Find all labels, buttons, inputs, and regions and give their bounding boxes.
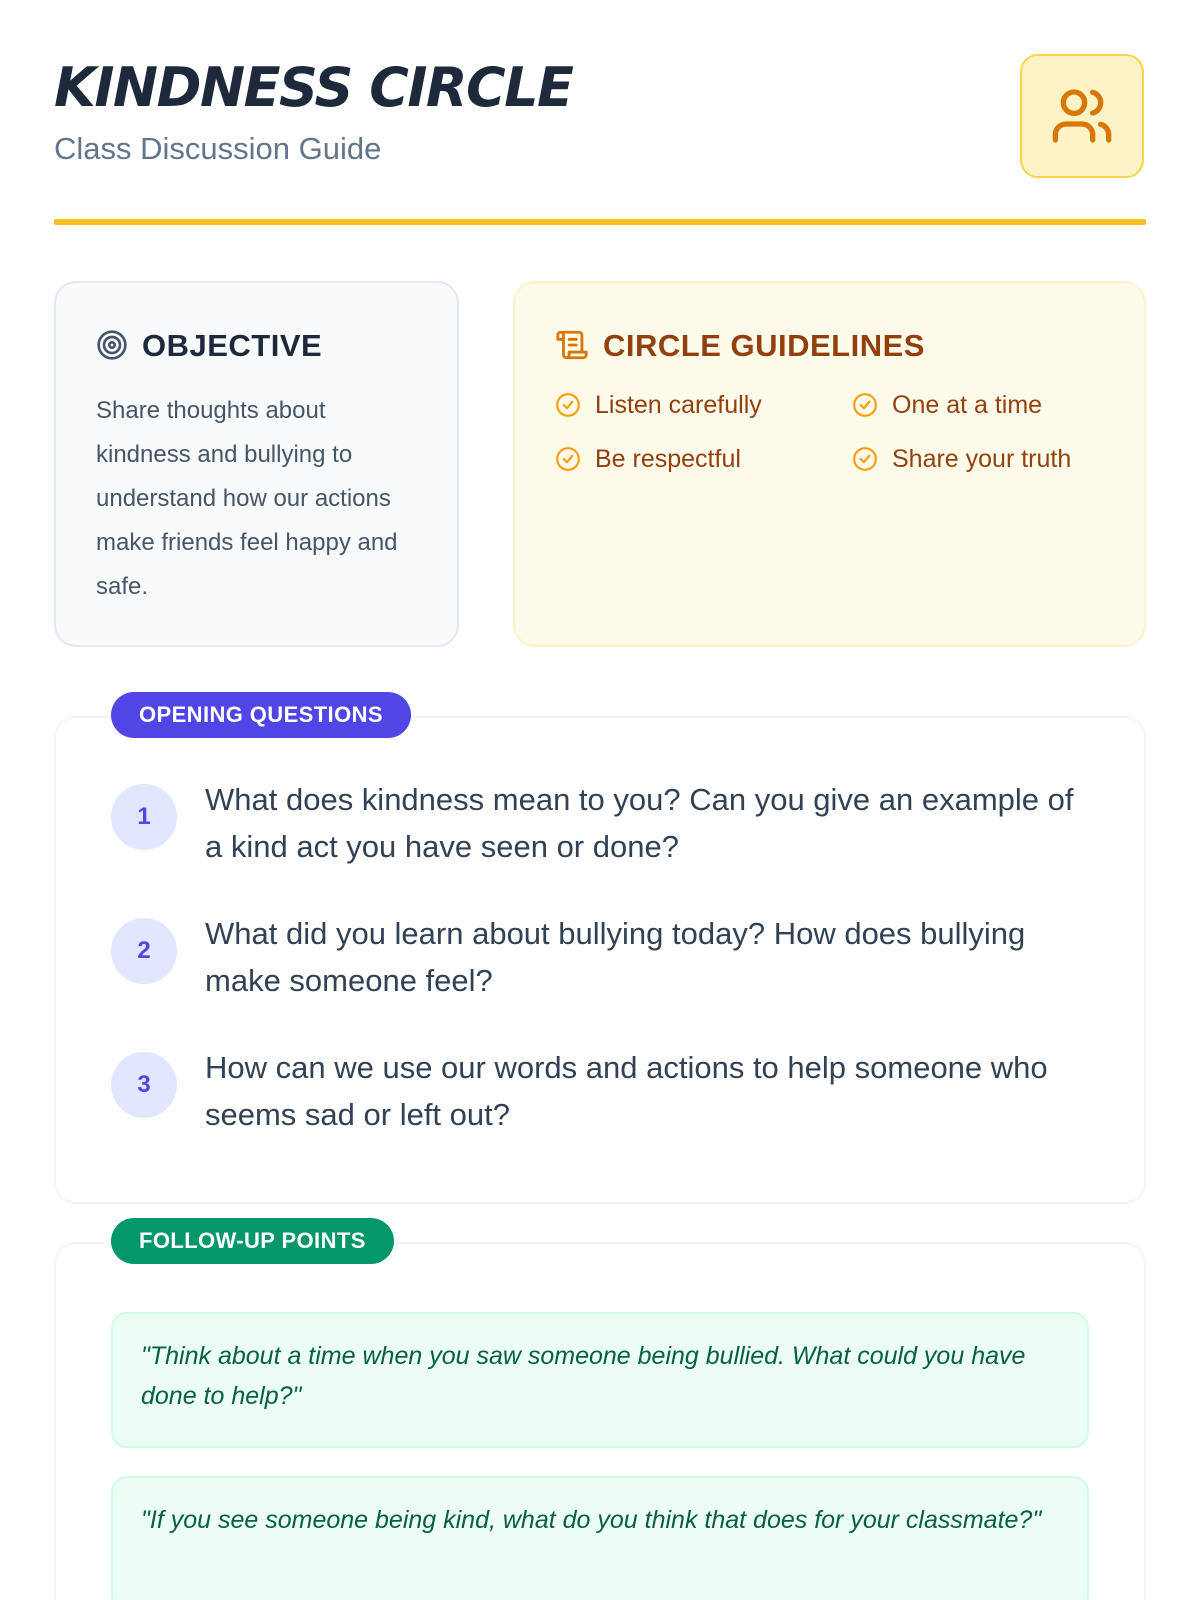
guidelines-list <box>555 387 1104 477</box>
objective-card <box>54 281 459 647</box>
check-circle-icon <box>852 446 878 472</box>
check-circle-icon <box>555 392 581 418</box>
follow-up-section <box>54 1228 1146 1600</box>
guideline-item <box>852 441 1104 477</box>
question-number: 2 <box>111 918 177 984</box>
guideline-item <box>555 387 852 423</box>
guideline-label: Listen carefully <box>595 390 762 419</box>
guidelines-card <box>513 281 1146 647</box>
question-text: What does kindness mean to you? Can you give an example of a kind act you have seen or done? <box>205 782 1074 864</box>
question-number: 3 <box>111 1052 177 1118</box>
guideline-item <box>555 441 852 477</box>
objective-title: OBJECTIVE <box>142 327 323 363</box>
questions-list <box>111 784 1089 1186</box>
question-item <box>111 784 1089 918</box>
opening-questions-section <box>54 702 1146 1204</box>
top-row <box>54 281 1146 647</box>
objective-header <box>96 325 417 365</box>
guidelines-title: CIRCLE GUIDELINES <box>603 327 925 363</box>
follow-up-point <box>111 1476 1089 1600</box>
users-icon <box>1050 84 1114 148</box>
guideline-item <box>852 387 1104 423</box>
objective-text: Share thoughts about kindness and bullying to understand how our actions make friends feel happy and safe. <box>96 397 398 600</box>
follow-up-point <box>111 1312 1089 1448</box>
question-item <box>111 1052 1089 1186</box>
header <box>54 0 1146 226</box>
follow-up-text: "Think about a time when you saw someone being bullied. What could you have done to help?" <box>141 1342 1026 1410</box>
check-circle-icon <box>555 446 581 472</box>
header-badge <box>1020 54 1144 178</box>
opening-questions-label: OPENING QUESTIONS <box>111 692 411 738</box>
follow-up-label: FOLLOW-UP POINTS <box>111 1218 394 1264</box>
guideline-label: Be respectful <box>595 444 741 473</box>
question-text: How can we use our words and actions to help someone who seems sad or left out? <box>205 1050 1048 1132</box>
scroll-icon <box>555 328 589 362</box>
check-circle-icon <box>852 392 878 418</box>
follow-up-list <box>111 1312 1089 1600</box>
guideline-label: Share your truth <box>892 444 1072 473</box>
page-title: KINDNESS CIRCLE <box>54 56 573 119</box>
question-number: 1 <box>111 784 177 850</box>
guidelines-header <box>555 325 1104 365</box>
target-icon <box>96 329 128 361</box>
follow-up-text: "If you see someone being kind, what do you think that does for your classmate?" <box>141 1506 1042 1534</box>
question-item <box>111 918 1089 1052</box>
page-subtitle: Class Discussion Guide <box>54 131 382 166</box>
guideline-label: One at a time <box>892 390 1043 419</box>
question-text: What did you learn about bullying today? How does bullying make someone feel? <box>205 916 1026 998</box>
header-divider <box>54 219 1146 225</box>
